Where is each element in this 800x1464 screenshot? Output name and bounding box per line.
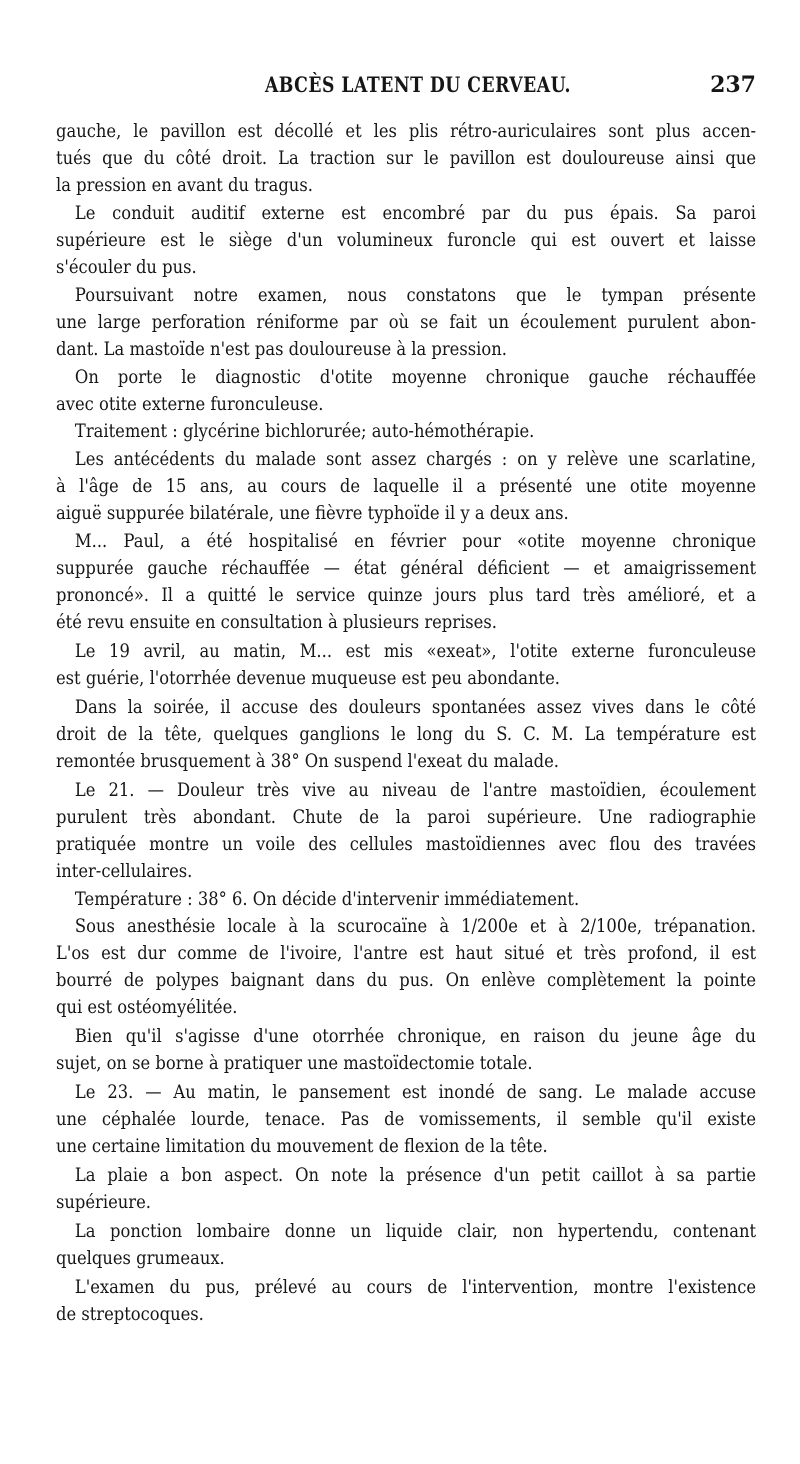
text-line: gauche, le pavillon est décollé et les plis rétro-auriculaires sont plus accen- — [56, 120, 757, 142]
text-line: qui est ostéomyélitée. — [56, 996, 238, 1018]
text-line: avec otite externe furonculeuse. — [56, 393, 324, 415]
text-line: sujet, on se borne à pratiquer une mastoïdectomie totale. — [56, 1052, 533, 1074]
text-line: Le 19 avril, au matin, M... est mis «exeat», l'otite externe furonculeuse — [74, 640, 757, 662]
text-line: bourré de polypes baignant dans du pus. On enlève complètement la pointe — [56, 969, 757, 991]
text-line: tués que du côté droit. La traction sur le pavillon est douloureuse ainsi que — [56, 147, 757, 169]
text-line: Le 23. — Au matin, le pansement est inondé de sang. Le malade accuse — [74, 1081, 757, 1103]
text-line: prononcé». Il a quitté le service quinze jours plus tard très amélioré, et a — [56, 584, 757, 606]
text-line: été revu ensuite en consultation à plusieurs reprises. — [56, 611, 497, 633]
text-line: à l'âge de 15 ans, au cours de laquelle il a présenté une otite moyenne — [56, 475, 757, 497]
text-line: de streptocoques. — [56, 1303, 204, 1325]
text-line: L'examen du pus, prélevé au cours de l'intervention, montre l'existence — [74, 1276, 757, 1298]
text-line: La ponction lombaire donne un liquide clair, non hypertendu, contenant — [74, 1220, 757, 1242]
text-line: Sous anesthésie locale à la scurocaïne à 1/200e et à 2/100e, trépanation. — [74, 915, 757, 937]
text-line: droit de la tête, quelques ganglions le long du S. C. M. La température est — [56, 723, 757, 745]
text-line: Le conduit auditif externe est encombré par du pus épais. Sa paroi — [74, 202, 757, 224]
text-line: suppurée gauche réchauffée — état général déficient — et amaigrissement — [56, 557, 757, 579]
text-line: est guérie, l'otorrhée devenue muqueuse est peu abondante. — [56, 667, 560, 689]
text-line: aiguë suppurée bilatérale, une fièvre typhoïde il y a deux ans. — [56, 502, 569, 524]
text-line: supérieure est le siège d'un volumineux furoncle qui est ouvert et laisse — [56, 229, 757, 251]
text-line: s'écouler du pus. — [56, 256, 197, 278]
text-line: Bien qu'il s'agisse d'une otorrhée chronique, en raison du jeune âge du — [74, 1025, 757, 1047]
text-line: Dans la soirée, il accuse des douleurs spontanées assez vives dans le côté — [74, 696, 757, 718]
text-line: M... Paul, a été hospitalisé en février pour «otite moyenne chronique — [74, 530, 757, 552]
page-number: 237 — [710, 72, 756, 98]
text-line: L'os est dur comme de l'ivoire, l'antre est haut situé et très profond, il est — [56, 942, 757, 964]
text-line: une céphalée lourde, tenace. Pas de vomissements, il semble qu'il existe — [56, 1108, 757, 1130]
text-line: une large perforation réniforme par où se fait un écoulement purulent abon- — [56, 311, 757, 333]
text-line: Température : 38° 6. On décide d'intervenir immédiatement. — [74, 888, 580, 910]
text-line: supérieure. — [56, 1191, 151, 1213]
text-line: Les antécédents du malade sont assez chargés : on y relève une scarlatine, — [74, 448, 757, 470]
text-line: purulent très abondant. Chute de la paroi supérieure. Une radiographie — [56, 806, 757, 828]
text-line: remontée brusquement à 38° On suspend l'exeat du malade. — [56, 750, 560, 772]
text-line: Le 21. — Douleur très vive au niveau de l'antre mastoïdien, écoulement — [74, 779, 757, 801]
text-line: La plaie a bon aspect. On note la présence d'un petit caillot à sa partie — [74, 1164, 757, 1186]
text-line: Poursuivant notre examen, nous constatons que le tympan présente — [74, 284, 757, 306]
text-line: la pression en avant du tragus. — [56, 174, 313, 196]
text-line: quelques grumeaux. — [56, 1247, 225, 1269]
page-title: ABCÈS LATENT DU CERVEAU. — [264, 72, 572, 97]
text-line: pratiquée montre un voile des cellules mastoïdiennes avec flou des travées — [56, 833, 757, 855]
text-line: Traitement : glycérine bichlorurée; auto-hémothérapie. — [74, 420, 535, 442]
text-line: On porte le diagnostic d'otite moyenne chronique gauche réchauffée — [74, 366, 757, 388]
running-header — [80, 72, 756, 106]
text-line: une certaine limitation du mouvement de flexion de la tête. — [56, 1135, 548, 1157]
text-line: dant. La mastoïde n'est pas douloureuse à la pression. — [56, 338, 507, 360]
text-line: inter-cellulaires. — [56, 860, 193, 882]
